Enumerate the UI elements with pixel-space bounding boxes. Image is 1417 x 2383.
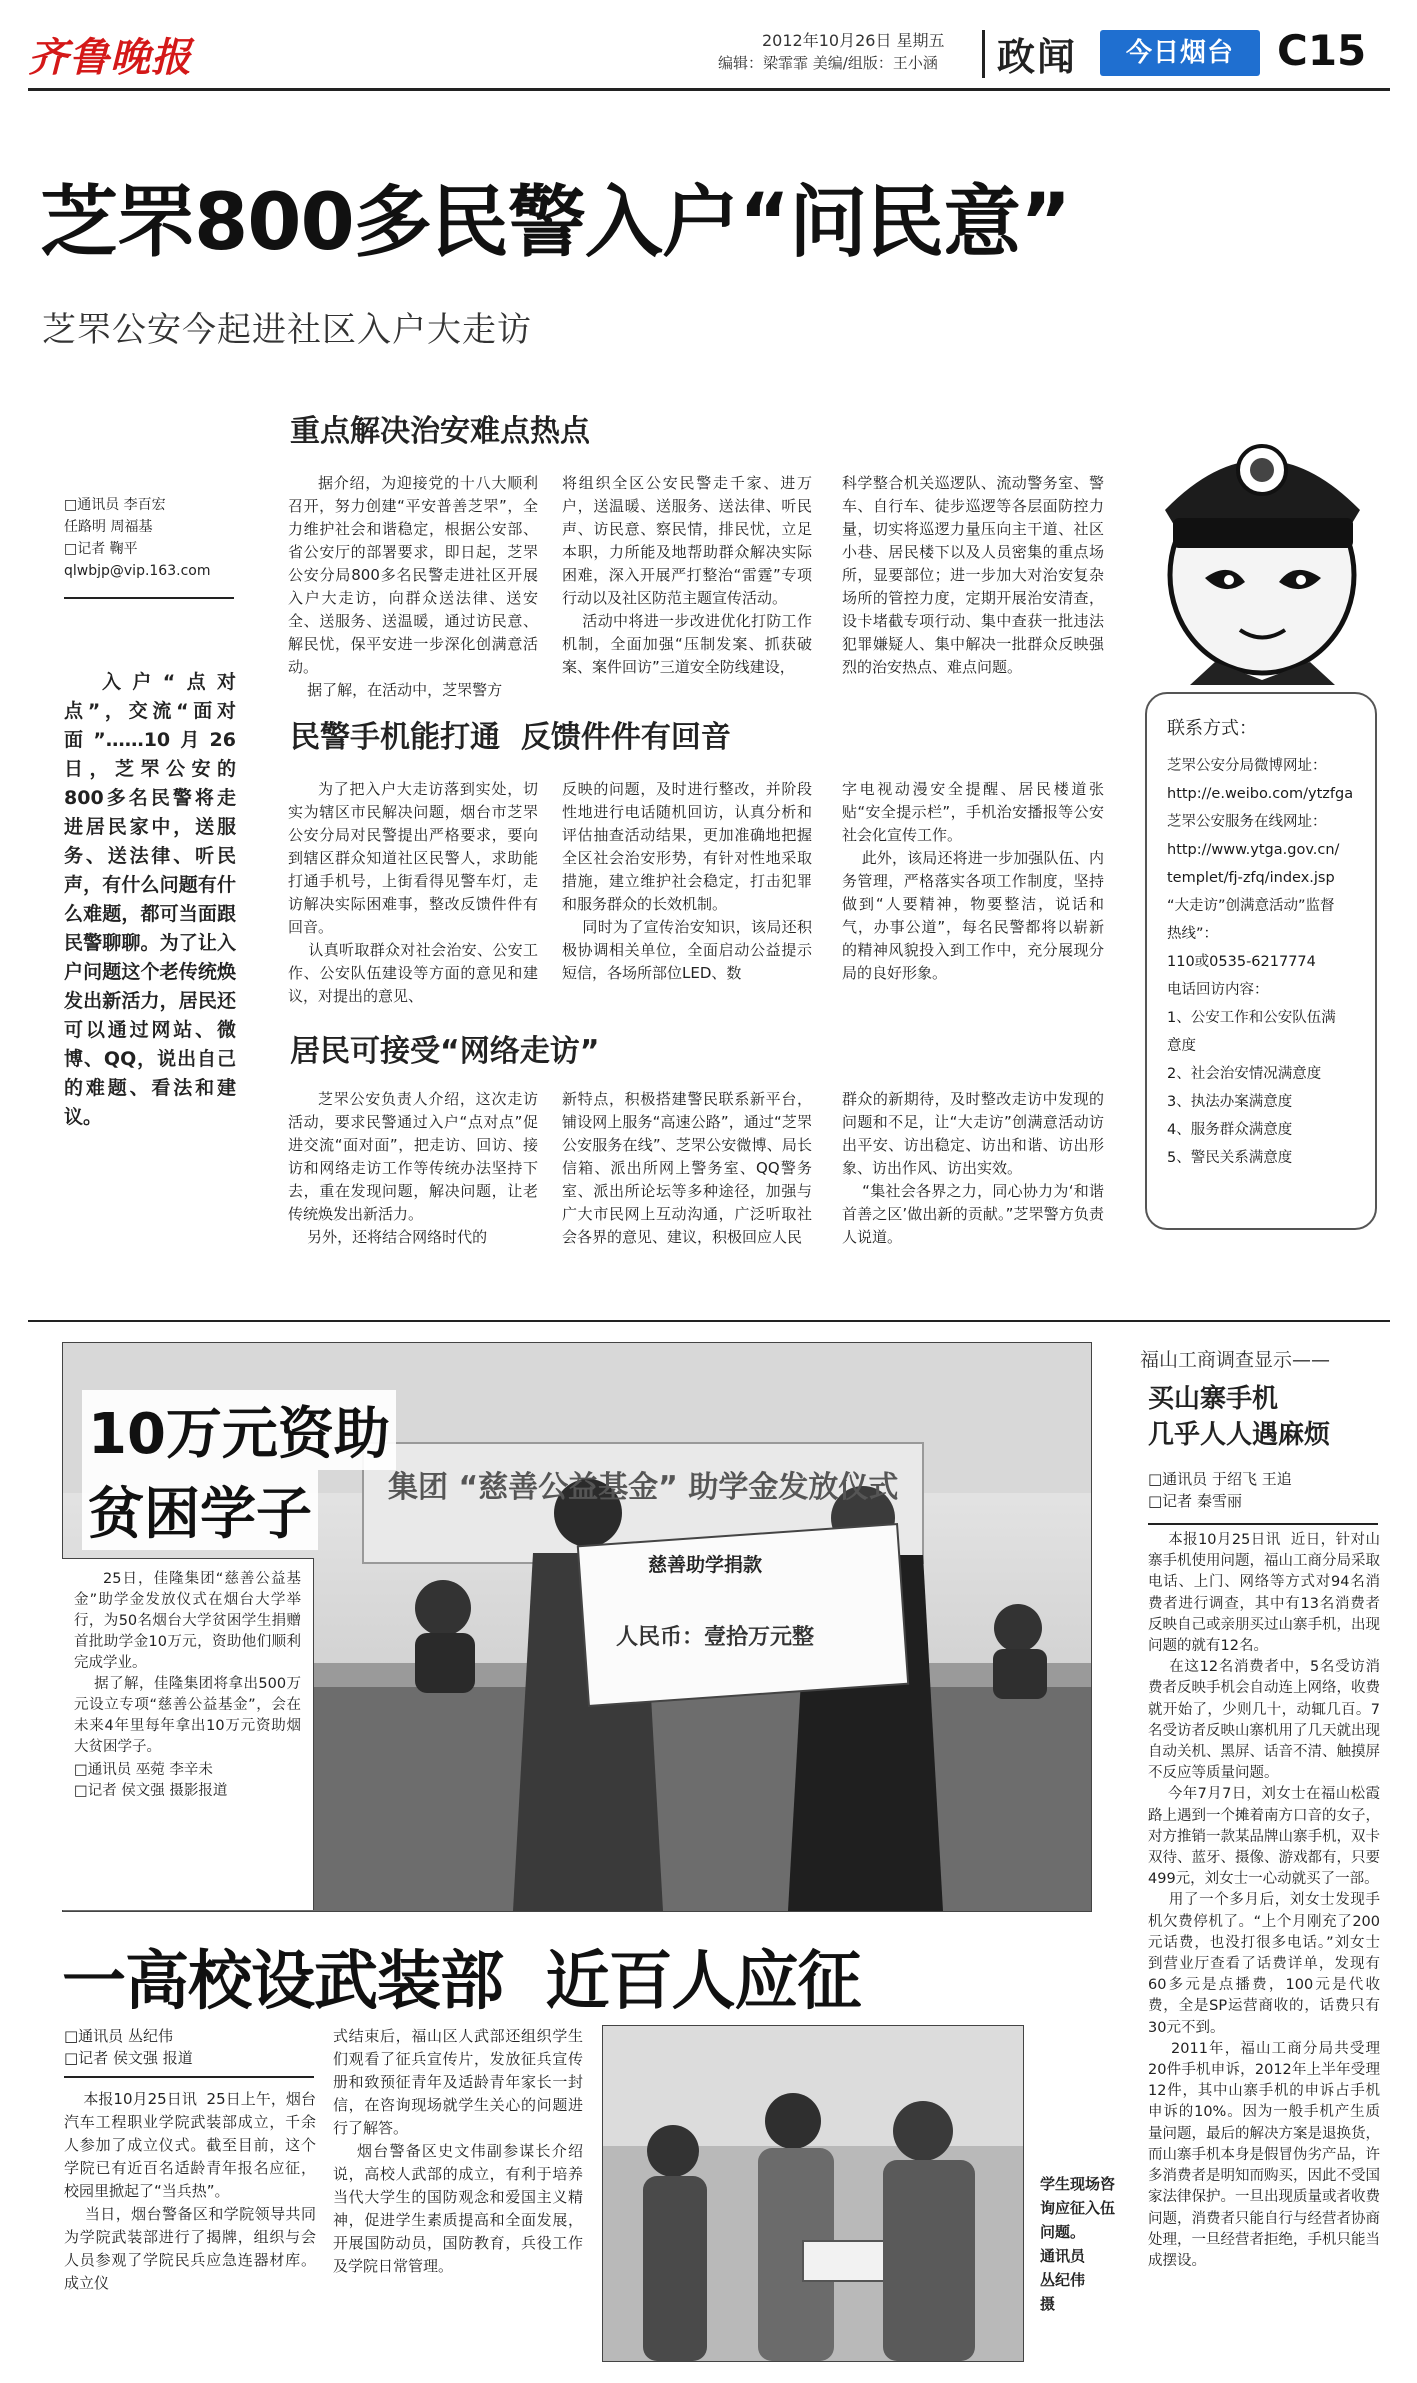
contact-line: 1、公安工作和公安队伍满	[1167, 1010, 1336, 1026]
page-number: C15	[1277, 26, 1367, 75]
section-2-heading: 民警手机能打通 反馈件件有回音	[290, 720, 731, 755]
section-3-heading: 居民可接受“网络走访”	[290, 1034, 600, 1069]
contact-line: 4、服务群众满意度	[1167, 1122, 1293, 1138]
bottom-story-col-1: 本报10月25日讯 25日上午，烟台汽车工程职业学院武装部成立，千余人参加了成立仪式。截至目前，这个学院已有近百名适龄青年报名应征，校园里掀起了“当兵热”。 当日，烟台警备区和学院领导共同为学院武装部进行了揭牌，组织与会人员参观了学院民兵应急连器材库。成立仪	[64, 2090, 316, 2292]
photo-banner-text: 集团 “慈善公益基金” 助学金发放仪式	[388, 1470, 899, 1505]
lead-subheadline: 芝罘公安今起进社区入户大走访	[42, 310, 532, 350]
side-story-body: 本报10月25日讯 近日，针对山寨手机使用问题，福山工商分局采取电话、上门、网络等方式对94名消费者进行调查，其中有13名消费者反映自己或亲朋买过山寨手机，出现问题的就有12名。 在这12名消费者中，5名受访消费者反映手机会自动连上网络，收费就开始了，少则几十，动辄几百。7名受访者反映山寨机用了几天就出现自动关机、黑屏、话音不清、触摸屏不反应等质量问题。 今年7月7日，刘女士在福山松霞路上遇到一个摊着南方口音的女子，对方推销一款某品牌山寨手机，双卡双待、蓝牙、摄像、游戏都有，只要499元，刘女士一心动就买了一部。 用了一个多月后，刘女士发现手机欠费停机了。“上个月刚充了200元话费，也没打很多电话。”刘女士到营业厅查看了话费详单，发现有60多元是点播费，100元是代收费，全是SP运营商收的，话费只有30元不到。 2011年，福山工商分局共受理20件手机申诉，2012年上半年受理12件，其中山寨手机的申诉占手机申诉的10%。因为一般手机产生质量问题，最后的解决方案是退换货，而山寨手机本身是假冒伪劣产品，许多消费者是明知而购买，因此不受国家法律保护。一旦出现质量或者收费问题，消费者只能自行与经营者协商处理，一旦经营者拒绝，手机只能当成摆设。	[1148, 1532, 1380, 2269]
section-1-heading: 重点解决治安难点热点	[290, 414, 590, 449]
weibo-link[interactable]: http://e.weibo.com/ytzfga	[1167, 786, 1354, 802]
section-2-col-1: 为了把入户大走访落到实处，切实为辖区市民解决问题，烟台市芝罘公安分局对民警提出严格要求，要向到辖区群众知道社区民警人，求助能打通手机号，上街看得见警车灯，走访解决实际困难事，整改反馈件件有回音。 认真听取群众对社会治安、公安工作、公安队伍建设等方面的意见和建议，对提出的意见、	[288, 780, 538, 1005]
contact-line: 热线”：	[1167, 926, 1219, 942]
contact-line: 3、执法办案满意度	[1167, 1094, 1293, 1110]
bottom-story-headline: 一高校设武装部 近百人应征	[62, 1945, 861, 2019]
photo-story-headline-2: 贫困学子	[82, 1470, 318, 1550]
intro-rule-top	[64, 597, 234, 599]
side-story-byline: □通讯员 于绍飞 王追 □记者 秦雪丽	[1148, 1470, 1292, 1510]
contact-line: 芝罘公安服务在线网址：	[1167, 814, 1327, 830]
masthead-divider	[982, 30, 985, 78]
contact-box-title: 联系方式：	[1167, 718, 1257, 739]
bottom-story-byline: □通讯员 丛纪伟 □记者 侯文强 报道	[64, 2027, 193, 2067]
photo-caption: 25日，佳隆集团“慈善公益基金”助学金发放仪式在烟台大学举行，为50名烟台大学贫困学生捐赠首批助学金10万元，资助他们顺利完成学业。 据了解，佳隆集团将拿出500万元设立专项“慈善公益基金”，会在未来4年里每年拿出10万元资助烟大贫困学子。	[74, 1571, 301, 1755]
service-link-part-2[interactable]: templet/fj-zfq/index.jsp	[1167, 870, 1335, 886]
section-2-col-3: 字电视动漫安全提醒、居民楼道张贴“安全提示栏”，手机治安播报等公安社会化宣传工作。 此外，该局还将进一步加强队伍、内务管理，严格落实各项工作制度，坚持做到“人要精神，物要整洁，说话和气，办事公道”，每名民警都将以崭新的精神风貌投入到工作中，充分展现分局的良好形象。	[842, 780, 1104, 982]
side-story-rule	[1148, 1523, 1378, 1525]
section-3-col-1: 芝罘公安负责人介绍，这次走访活动，要求民警通过入户“点对点”促进交流“面对面”，把走访、回访、接访和网络走访工作等传统办法坚持下去，重在发现问题，解决问题，让老传统焕发出新活力。 另外，还将结合网络时代的	[288, 1090, 538, 1246]
photo-story-headline-1: 10万元资助	[82, 1390, 396, 1470]
contact-box	[1145, 692, 1377, 1230]
side-story-title-1: 买山寨手机	[1148, 1384, 1279, 1414]
editor-line: 编辑：梁霏霏 美编/组版：王小涵	[718, 54, 938, 72]
contact-line: 意度	[1167, 1038, 1196, 1054]
service-link-part-1[interactable]: http://www.ytga.gov.cn/	[1167, 842, 1340, 858]
masthead-rule	[28, 88, 1390, 91]
subsection-tab[interactable]	[1100, 30, 1260, 76]
contact-line: 电话回访内容：	[1167, 982, 1269, 998]
section-3-col-2: 新特点，积极搭建警民联系新平台，铺设网上服务“高速公路”，通过“芝罘公安服务在线”、芝罘公安微博、局长信箱、派出所网上警务室、QQ警务室、派出所论坛等多种途径，加强与广大市民网上互动沟通，广泛听取社会各界的意见、建议，积极回应人民	[562, 1090, 812, 1246]
side-story-title-2: 几乎人人遇麻烦	[1148, 1420, 1331, 1450]
lead-intro: 入户“点对点”，交流“面对面”……10月26日，芝罘公安的800多名民警将走进居民家中，送服务、送法律、听民声，有什么问题有什么难题，都可当面跟民警聊聊。为了让入户问题这个老传统焕发出新活力，居民还可以通过网站、微博、QQ，说出自己的难题、看法和建议。	[64, 671, 236, 1128]
recruitment-photo	[602, 2025, 1024, 2362]
police-cartoon-mascot	[1145, 400, 1380, 685]
contact-line: “大走访”创满意活动”监督	[1167, 898, 1335, 914]
lead-story-bottom-rule	[28, 1320, 1390, 1322]
section-1-col-1: 据介绍，为迎接党的十八大顺利召开，努力创建“平安普善芝罘”，全力维护社会和谐稳定，根据公安部、省公安厅的部署要求，即日起，芝罘公安分局800多名民警走进社区开展入户大走访，向群众送法律、送安全、送服务、送温暖，通过访民意、解民忧，保平安进一步深化创满意活动。 据了解，在活动中，芝罘警方	[288, 474, 538, 699]
contact-line: 芝罘公安分局微博网址：	[1167, 758, 1327, 774]
side-story-kicker: 福山工商调查显示——	[1140, 1349, 1331, 1371]
lead-headline: 芝罘800多民警入户“问民意”	[40, 178, 1071, 268]
bottom-story-rule	[64, 2076, 314, 2078]
donation-check-amount: 人民币：壹拾万元整	[616, 1625, 815, 1650]
section-3-col-3: 群众的新期待，及时整改走访中发现的问题和不足，让“大走访”创满意活动访出平安、访出稳定、访出和谐、访出形象、访出作风、访出实效。 “集社会各界之力，同心协力为‘和谐首善之区’做出新的贡献。”芝罘警方负责人说道。	[842, 1090, 1104, 1246]
section-label: 政闻	[997, 35, 1078, 79]
contact-line: 2、社会治安情况满意度	[1167, 1066, 1322, 1082]
date-line: 2012年10月26日 星期五	[762, 31, 945, 50]
section-2-col-2: 反映的问题，及时进行整改，并阶段性地进行电话随机回访，认真分析和评估抽查活动结果，更加准确地把握全区社会治安形势，有针对性地采取措施，建立维护社会稳定，打击犯罪和服务群众的长效机制。 同时为了宣传治安知识，该局还积极协调相关单位，全面启动公益提示短信，各场所部位LED、数	[562, 780, 812, 982]
photo-caption-box	[62, 1558, 314, 1910]
lead-byline: □通讯员 李百宏 任路明 周福基 □记者 鞠平 qlwbjp@vip.163.com	[64, 497, 211, 579]
recruitment-photo-caption: 学生现场咨询应征入伍问题。 通讯员 丛纪伟 摄	[1040, 2175, 1116, 2313]
recruitment-photo-illustration	[603, 2026, 1023, 2361]
section-1-col-2: 将组织全区公安民警走千家、进万户，送温暖、送服务、送法律、听民声、访民意、察民情，排民忧，立足本职，力所能及地帮助群众解决实际困难，深入开展严打整治“雷霆”专项行动以及社区防范主题宣传活动。 活动中将进一步改进优化打防工作机制，全面加强“压制发案、抓获破案、案件回访”三道安全防线建设，	[562, 474, 812, 676]
section-1-col-3: 科学整合机关巡逻队、流动警务室、警车、自行车、徒步巡逻等各层面防控力量，切实将巡逻力量压向主干道、社区小巷、居民楼下以及人员密集的重点场所，显要部位；进一步加大对治安复杂场所的管控力度，定期开展治安清查，设卡堵截专项行动、集中查获一批违法犯罪嫌疑人、集中解决一批群众反映强烈的治安热点、难点问题。	[842, 474, 1104, 676]
donation-check-title: 慈善助学捐款	[648, 1554, 763, 1576]
contact-line: 5、警民关系满意度	[1167, 1150, 1293, 1166]
bottom-story-col-2: 式结束后，福山区人武部还组织学生们观看了征兵宣传片，发放征兵宣传册和致预征青年及适龄青年家长一封信，在咨询现场就学生关心的问题进行了解答。 烟台警备区史文伟副参谋长介绍说，高校人武部的成立，有利于培养当代大学生的国防观念和爱国主义精神，促进学生素质提高和全面发展，开展国防动员，国防教育，兵役工作及学院日常管理。	[333, 2027, 583, 2275]
subsection-tab-label: 今日烟台	[1125, 38, 1234, 68]
photo-credit: □通讯员 巫菀 李辛未 □记者 侯文强 摄影报道	[74, 1762, 228, 1799]
hotline-number: 110或0535-6217774	[1167, 954, 1316, 970]
newspaper-logo: 齐鲁晚报	[28, 34, 192, 81]
police-mascot-illustration	[1145, 400, 1380, 685]
